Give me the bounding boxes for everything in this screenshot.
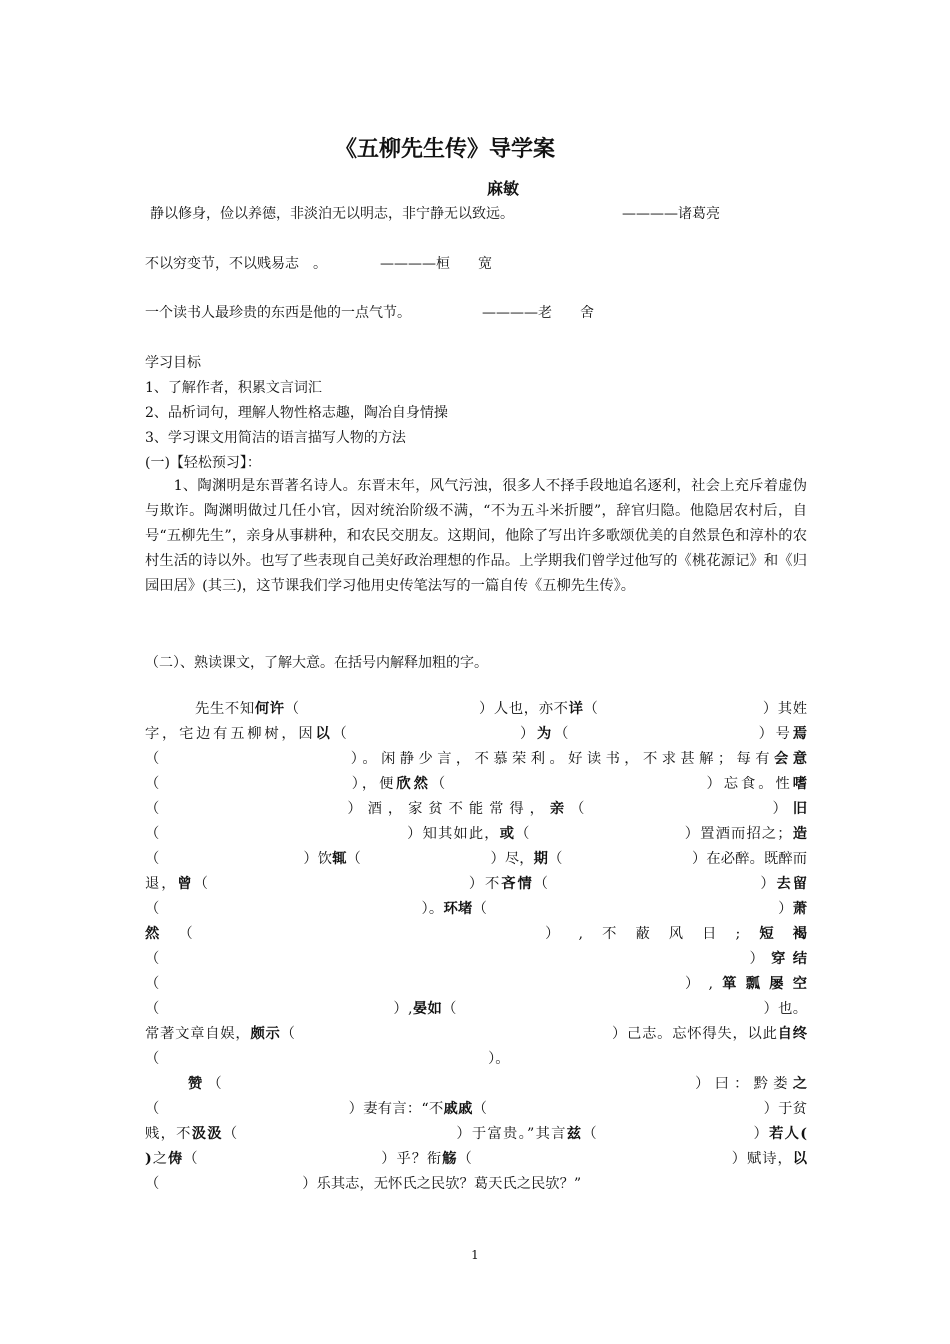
bolded-term: 汲汲	[191, 1126, 223, 1142]
bolded-term: 欣然	[396, 776, 431, 792]
bolded-term: 为	[537, 726, 555, 742]
passage-text: （ ）知其如此，	[145, 826, 500, 842]
bolded-term: 造	[791, 826, 808, 842]
passage-text: （ ）己志。忘怀得失，以此	[280, 1026, 778, 1042]
passage-text: （ ）置酒而招之；	[515, 826, 792, 842]
bolded-term: 若人(	[769, 1126, 808, 1142]
passage-text: （ ）。闲静少言，不慕荣利。好读书，不求甚解；每有	[145, 751, 774, 767]
passage-text: （ ）人也，亦不	[284, 701, 569, 717]
bolded-term: 去留	[776, 876, 808, 892]
objectives-heading: 学习目标	[145, 355, 201, 371]
passage-text: （ ）妻有言：“不	[145, 1101, 444, 1117]
bolded-term: 之	[792, 1076, 808, 1092]
page-title: 《五柳先生传》导学案	[334, 137, 555, 162]
passage-text: 先生不知	[195, 701, 255, 717]
passage-text: （ ）	[332, 726, 538, 742]
passage-text: （ ），便	[145, 776, 397, 792]
bolded-term: 详	[568, 701, 584, 717]
passage-text: （ ）	[533, 876, 777, 892]
quote-1-attribution: ————诸葛亮	[622, 206, 720, 222]
bolded-term: 期	[533, 851, 549, 867]
bolded-term: 辄	[332, 851, 347, 867]
passage-text: （ ）赋诗，	[457, 1151, 793, 1167]
bolded-term: 短褐	[740, 926, 808, 942]
bolded-term: 以	[315, 726, 333, 742]
passage-text: （ ）在必醉。既醉而退，	[145, 851, 808, 892]
bolded-term: 俦	[167, 1151, 184, 1167]
passage-text: （ ）	[570, 801, 793, 817]
passage-text: （ ）尽，	[346, 851, 534, 867]
bolded-term: 以	[792, 1151, 808, 1167]
passage-text: （ ）也。常著文章自娱，	[145, 1001, 808, 1042]
passage-text: （ ）于贫贱，不	[145, 1101, 808, 1142]
quote-3-attribution: ————老 舍	[482, 305, 594, 321]
section-1-heading: (一)【轻松预习】：	[145, 455, 261, 471]
bolded-term: 萧然	[145, 901, 808, 942]
passage-text: （ ）饮	[145, 851, 333, 867]
bolded-term: 箪瓢屡空	[713, 976, 807, 992]
exercise-passage-1	[145, 697, 807, 1072]
passage-text: （ ）曰：黔娄	[207, 1076, 793, 1092]
exercise-passage-2	[145, 1072, 807, 1197]
bolded-term: 亲	[549, 801, 571, 817]
passage-text: （ ）于富贵。”其言	[222, 1126, 567, 1142]
passage-text: （ ）,不蔽风日;	[178, 926, 741, 942]
passage-text: （ ）,	[145, 976, 714, 992]
quote-2-attribution: ————桓 宽	[380, 256, 492, 272]
passage-text: （ ）不	[193, 876, 502, 892]
bolded-term: 何许	[254, 701, 285, 717]
objective-item: 3、学习课文用简洁的语言描写人物的方法	[145, 430, 406, 446]
bolded-term: 觞	[442, 1151, 458, 1167]
bolded-term: 赞	[187, 1076, 208, 1092]
author-name: 麻敏	[487, 179, 520, 198]
objective-item: 2、品析词句，理解人物性格志趣，陶冶自身情操	[145, 405, 448, 421]
section-1-paragraph: 1、陶渊明是东晋著名诗人。东晋末年，风气污浊，很多人不择手段地追名逐利，社会上充斥着虚伪与欺诈。陶渊明做过几任小官，因对统治阶级不满，“不为五斗米折腰”，辞官归隐。他隐居农村后，自号“五柳先生”，亲身从事耕种，和农民交朋友。这期间，他除了写出许多歌颂优美的自然景色和淳朴的农村生活的诗以外。也写了些表现自己美好政治理想的作品。上学期我们曾学过他写的《桃花源记》和《归园田居》(其三)，这节课我们学习他用史传笔法写的一篇自传《五柳先生传》。	[145, 478, 807, 594]
passage-text: 之	[151, 1151, 168, 1167]
passage-text: （ ）。	[145, 901, 444, 917]
bolded-term: 吝情	[501, 876, 534, 892]
section-2-heading: （二）、熟读课文，了解大意。在括号内解释加粗的字。	[145, 655, 488, 671]
bolded-term: 晏如	[412, 1001, 443, 1017]
bolded-term: 兹	[566, 1126, 583, 1142]
page-number: 1	[471, 1248, 479, 1262]
passage-text: （ ）其姓字，宅边有五柳树，因	[145, 701, 808, 742]
bolded-term: 旧	[792, 801, 808, 817]
passage-text: （ ）号	[554, 726, 793, 742]
passage-text: （ ）酒，家贫不能常得，	[145, 801, 550, 817]
bolded-term: )	[145, 1151, 152, 1167]
objective-item: 1、了解作者，积累文言词汇	[145, 380, 322, 396]
passage-text: （ ）乐其志，无怀氏之民欤？葛天氏之民欤？”	[145, 1176, 582, 1192]
quote-3-text: 一个读书人最珍贵的东西是他的一点气节。	[145, 305, 411, 321]
passage-text: （ ）乎？衔	[183, 1151, 443, 1167]
bolded-term: 环堵	[443, 901, 473, 917]
bolded-term: 穿结	[771, 951, 808, 967]
bolded-term: 戚戚	[443, 1101, 473, 1117]
quote-1-text: 静以修身，俭以养德，非淡泊无以明志，非宁静无以致远。	[150, 206, 514, 222]
passage-text: （ ）	[472, 901, 793, 917]
bolded-term: 焉	[792, 726, 808, 742]
bolded-term: 或	[499, 826, 516, 842]
passage-text: （ ）,	[145, 1001, 413, 1017]
bolded-term: 自终	[777, 1026, 808, 1042]
bolded-term: 会意	[773, 751, 807, 767]
bolded-term: 嗜	[792, 776, 807, 792]
passage-text: （ ）。	[145, 1051, 510, 1067]
quote-2-text: 不以穷变节，不以贱易志 。	[145, 256, 327, 272]
bolded-term: 颇示	[250, 1026, 281, 1042]
passage-text	[807, 1126, 950, 1142]
passage-text: （ ）	[145, 951, 772, 967]
passage-text: （ ）忘食。性	[430, 776, 793, 792]
bolded-term: 曾	[177, 876, 194, 892]
passage-text: （ ）	[582, 1126, 770, 1142]
